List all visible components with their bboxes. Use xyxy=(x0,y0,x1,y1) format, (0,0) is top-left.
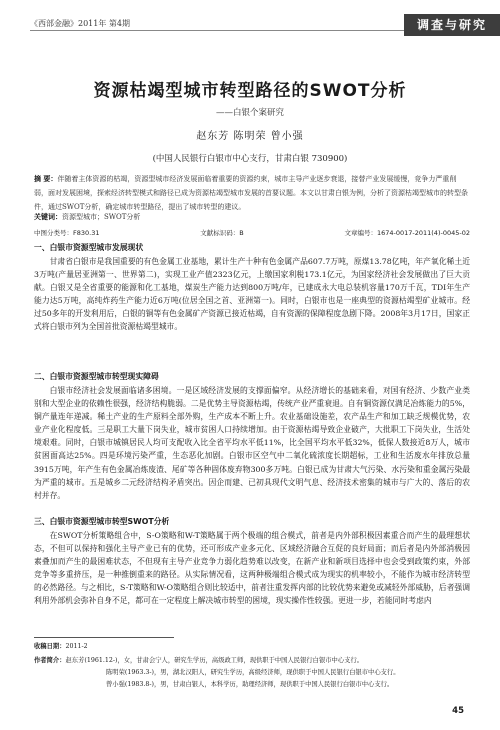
received-value: 2011-2 xyxy=(65,643,88,650)
section-tab: 调查与研究 xyxy=(404,14,500,36)
clc-code: 中图分类号：F830.31 xyxy=(34,229,100,237)
author-bio-3: 曾小强(1983.8-)，男，甘肃白银人，本科学历，助理经济师，现供职于中国人民银行白银市中心支行。 xyxy=(106,681,394,688)
page-number: 45 xyxy=(452,706,464,716)
section-2-paragraph: 白银市经济社会发展面临诸多困境。一是区域经济发展的支撑面偏窄。从经济增长的基础来看，对国有经济、少数产业类别和大型企业的依赖性很强，经济结构脆弱。二是优势主导资源枯竭，传统产业严重衰退。自有铜资源仅满足冶炼能力的5%，铜产量连年递减。稀土产业的生产原料全部外购，生产成本不断上升。农业基础设施差，农产品生产和加工缺乏规模优势，农业产业化程度低。三是职工大量下岗失业，城市贫困人口持续增加。由于资源枯竭导致企业破产，大批职工下岗失业，生活处境艰难。同时，白银市城镇居民人均可支配收入比全省平均水平低11%，比全国平均水平低32%，低保人数接近8万人，城市贫困面高达25%。四是环境污染严重，生态恶化加剧。白银市区空气中二氧化硫浓度长期超标，工业和生活废水年排放总量3915万吨，年产生有色金属冶炼废渣、尾矿等各种固体废弃物300多万吨。白银已成为甘肃大气污染、水污染和重金属污染最为严重的城市。五是城乡二元经济结构矛盾突出。因企而建、已初具现代文明气息、经济技术密集的城市与广大的、落后的农村并存。 xyxy=(34,386,470,500)
article-subtitle: ——白银个案研究 xyxy=(215,108,284,118)
article-title: 资源枯竭型城市转型路径的SWOT分析 xyxy=(93,81,407,101)
keywords-text: 资源型城市；SWOT分析 xyxy=(62,213,141,221)
classification-codes xyxy=(34,228,470,237)
article-number: 文章编号：1674-0017-2011(4)-0045-02 xyxy=(344,229,470,237)
section-heading-2: 二、白银市资源型城市转型现实障碍 xyxy=(34,372,159,381)
received-label: 收稿日期： xyxy=(34,643,66,650)
document-code: 文献标识码：B xyxy=(200,229,244,237)
bio-1-text: 赵东芳(1961.12-)，女，甘肃会宁人，研究生学历，高级政工师，现供职于中国人民银行白银市中心支行。 xyxy=(65,657,364,664)
section-heading-3: 三、白银市资源型城市转型SWOT分析 xyxy=(34,517,170,526)
footnote-rule xyxy=(34,637,174,638)
abstract-label: 摘 要： xyxy=(34,174,58,183)
abstract xyxy=(34,172,470,214)
bio-label: 作者简介： xyxy=(34,657,66,664)
author-affiliation: (中国人民银行白银市中心支行，甘肃白银 730900) xyxy=(152,154,348,164)
keywords xyxy=(34,212,470,222)
section-3-paragraph: 在SWOT分析策略组合中，S-O策略和W-T策略属于两个极端的组合模式，前者是内外部积极因素重合而产生的最理想状态，不但可以保持和强化主导产业已有的优势，还可形成产业多元化、区域经济融合互促的良好局面；而后者是内外部消极因素叠加而产生的最困难状态，不但现有主导产业竞争力弱化趋势难以改变，在新产业和新项目选择中也会受到政策约束，外部竞争等多重挤压，是一种推倒重来的路径。从实际情况看，这两种极端组合模式成为现实的机率较小，不能作为城市经济转型的必然路径。与之相比，S-T策略和W-O策略组合则比较适中，前者注重发挥内部的比较优势来避免或减轻外部威胁，后者强调利用外部机会弥补自身不足，都可在一定程度上解决城市转型的困境，现实操作性较强。更进一步，若能同时考虑内 xyxy=(34,531,470,606)
received-date xyxy=(34,641,470,653)
section-heading-1: 一、白银市资源型城市发展现状 xyxy=(34,243,144,252)
journal-header: 《西部金融》2011年 第4期 xyxy=(30,19,130,28)
article-authors: 赵东芳 陈明荣 曾小强 xyxy=(196,131,304,142)
keywords-label: 关键词： xyxy=(34,212,62,221)
author-bio-2: 陈明荣(1963.3-)，男，湖北汉阳人，研究生学历，高级经济师，现供职于中国人民银行白银市中心支行。 xyxy=(106,669,400,676)
author-bio-1 xyxy=(34,655,470,667)
abstract-text: 伴随着主体资源的枯竭，资源型城市经济发展面临着重要的资源约束，城市主导产业逐步衰退，接替产业发展缓慢，竞争力严重削弱，面对发展困境，探索经济转型模式和路径已成为资源枯竭型城市发展的首要议题。本文以甘肃白银为例，分析了资源枯竭型城市的转型条件，通过SWOT分析，确定城市转型路径，提出了城市转型的建议。 xyxy=(34,175,468,211)
section-1-paragraph: 甘肃省白银市是我国重要的有色金属工业基地，累计生产十种有色金属产品607.7万吨，原煤13.78亿吨，年产氧化稀土近3万吨(产量居亚洲第一、世界第二)，实现工业产值2323亿元，上缴国家利税173.1亿元，为国家经济社会发展做出了巨大贡献。白银又是全省重要的能源和化工基地，煤炭生产能力达到800万吨/年，已建成永大电总装机容量170万千瓦，TDI年生产能力达5万吨，高纯炸药生产能力近6万吨(位居全国之首、亚洲第一)。同时，白银市也是一座典型的资源枯竭型矿业城市。经过50多年的开发利用后，白银的铜等有色金属矿产资源已接近枯竭，自有资源的保障程度急剧下降。2008年3月17日，国家正式将白银市列为全国首批资源枯竭型城市。 xyxy=(34,257,470,332)
